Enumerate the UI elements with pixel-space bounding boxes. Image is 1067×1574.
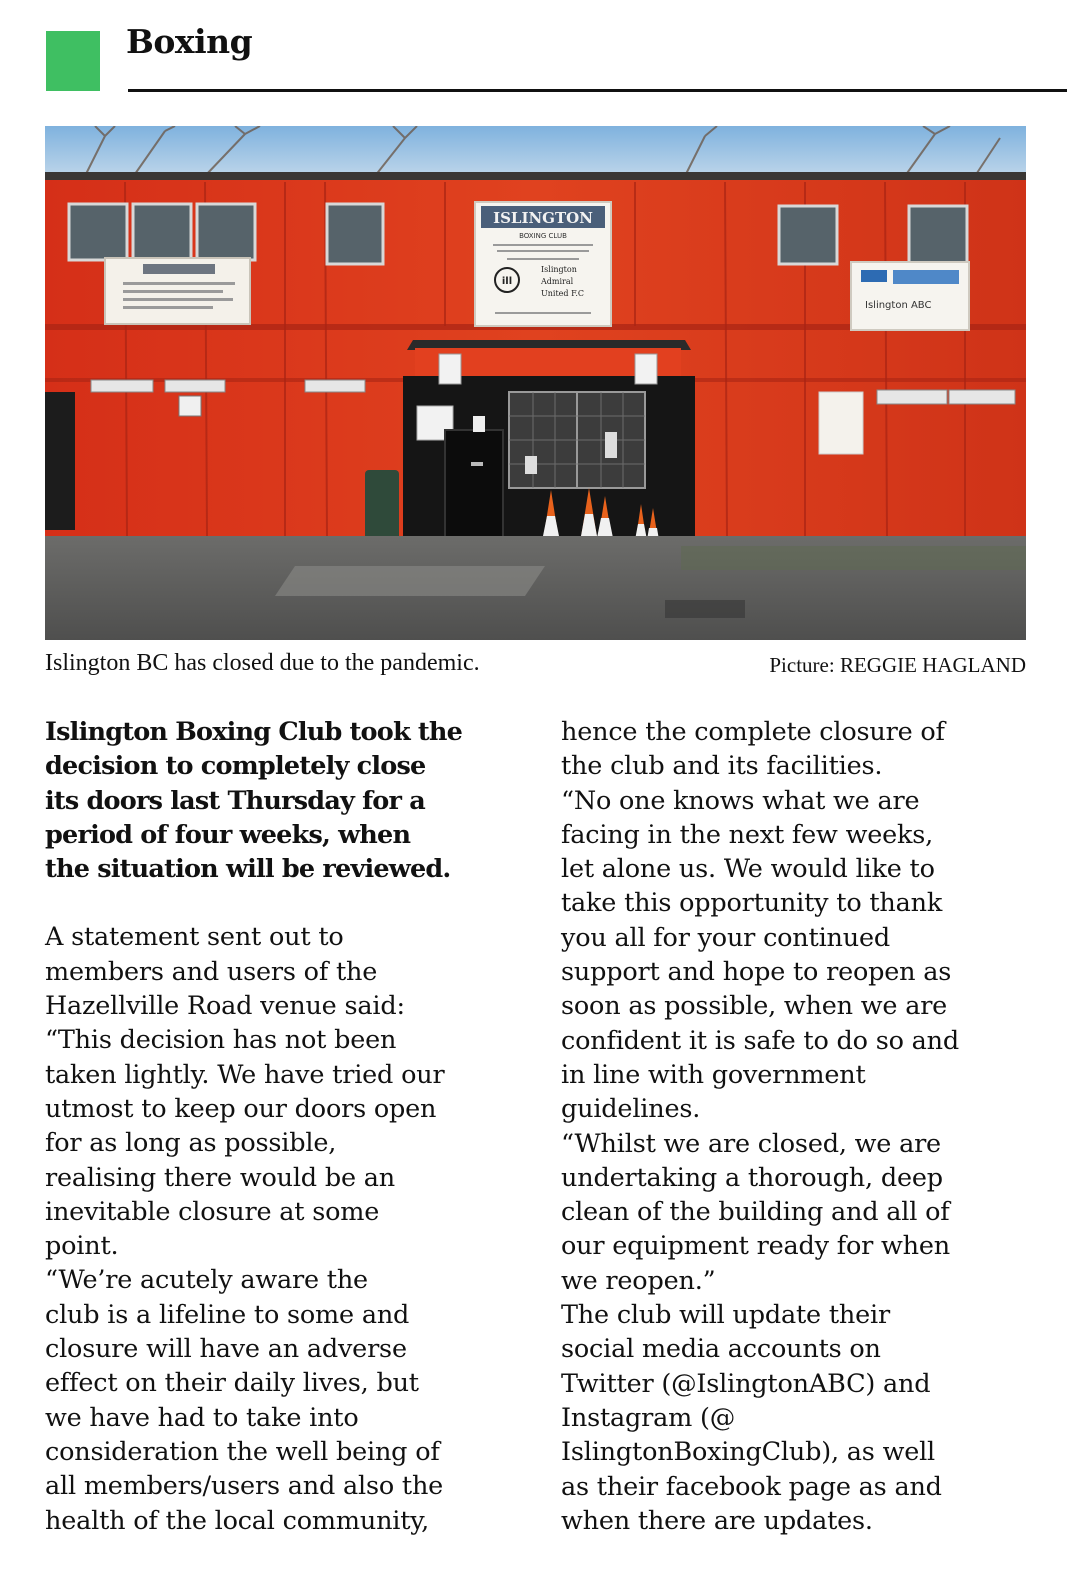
body-line: confident it is safe to do so and bbox=[561, 1025, 960, 1056]
body-line: consideration the well being of bbox=[45, 1436, 440, 1467]
body-line: Instagram (@ bbox=[561, 1402, 736, 1433]
body-line: “No one knows what we are bbox=[561, 785, 920, 816]
body-line: facing in the next few weeks, bbox=[561, 819, 934, 850]
body-text-right bbox=[561, 715, 1031, 1538]
sign-club-line-2: Admiral bbox=[541, 277, 574, 286]
article-column-right bbox=[561, 715, 1031, 1538]
sign-title: ISLINGTON bbox=[493, 209, 593, 227]
body-line: when there are updates. bbox=[561, 1505, 873, 1536]
body-line: take this opportunity to thank bbox=[561, 888, 943, 919]
body-line: hence the complete closure of bbox=[561, 717, 945, 747]
sign-club-line-3: United F.C bbox=[541, 289, 585, 298]
photo-credit: Picture: REGGIE HAGLAND bbox=[769, 653, 1026, 677]
boxing-club-building-illustration bbox=[45, 126, 1026, 640]
body-line: support and hope to reopen as bbox=[561, 957, 952, 988]
body-line: realising there would be an bbox=[45, 1162, 395, 1193]
sign-club-line-1: Islington bbox=[541, 265, 577, 274]
body-line: we reopen.” bbox=[561, 1265, 716, 1296]
article-photo bbox=[45, 126, 1026, 640]
body-line: effect on their daily lives, but bbox=[45, 1368, 419, 1399]
sign-subtitle: BOXING CLUB bbox=[519, 232, 567, 240]
body-line: you all for your continued bbox=[561, 922, 890, 953]
main-club-sign bbox=[475, 202, 611, 326]
body-line: taken lightly. We have tried our bbox=[45, 1059, 445, 1090]
body-line: we have had to take into bbox=[45, 1402, 359, 1433]
body-line: in line with government bbox=[561, 1059, 866, 1090]
body-line: Hazellville Road venue said: bbox=[45, 991, 405, 1022]
body-text-left bbox=[45, 920, 515, 1537]
photo-caption: Islington BC has closed due to the pandemic. bbox=[45, 650, 480, 676]
standfirst-line: decision to completely close bbox=[45, 751, 426, 782]
standfirst-line: its doors last Thursday for a bbox=[45, 785, 425, 816]
body-line: our equipment ready for when bbox=[561, 1231, 951, 1262]
body-line: clean of the building and all of bbox=[561, 1197, 950, 1228]
section-title: Boxing bbox=[126, 22, 253, 61]
standfirst-line: period of four weeks, when bbox=[45, 819, 411, 850]
body-line: all members/users and also the bbox=[45, 1471, 444, 1502]
body-line: Twitter (@IslingtonABC) and bbox=[561, 1368, 931, 1399]
section-rule bbox=[128, 89, 1067, 92]
body-line: club is a lifeline to some and bbox=[45, 1299, 410, 1330]
body-line: “Whilst we are closed, we are bbox=[561, 1128, 941, 1159]
body-line: point. bbox=[45, 1231, 119, 1262]
body-line: social media accounts on bbox=[561, 1334, 881, 1365]
body-line: health of the local community, bbox=[45, 1505, 430, 1536]
body-line: as their facebook page as and bbox=[561, 1471, 942, 1502]
right-banner bbox=[851, 262, 969, 330]
body-line: inevitable closure at some bbox=[45, 1196, 380, 1227]
body-line: closure will have an adverse bbox=[45, 1334, 407, 1365]
standfirst-line: Islington Boxing Club took the bbox=[45, 717, 463, 747]
article-column-left bbox=[45, 715, 515, 1538]
body-line: the club and its facilities. bbox=[561, 751, 883, 782]
standfirst-line: the situation will be reviewed. bbox=[45, 854, 451, 885]
body-line: soon as possible, when we are bbox=[561, 991, 948, 1022]
body-line: undertaking a thorough, deep bbox=[561, 1162, 943, 1193]
body-line: A statement sent out to bbox=[45, 922, 344, 953]
svg-text:ill: ill bbox=[501, 276, 513, 287]
section-marker bbox=[46, 31, 100, 91]
body-line: for as long as possible, bbox=[45, 1128, 337, 1159]
body-line: “This decision has not been bbox=[45, 1025, 397, 1056]
body-line: members and users of the bbox=[45, 956, 378, 987]
body-line: IslingtonBoxingClub), as well bbox=[561, 1437, 936, 1468]
body-line: guidelines. bbox=[561, 1094, 701, 1125]
body-line: “We’re acutely aware the bbox=[45, 1265, 368, 1296]
right-banner-text: Islington ABC bbox=[865, 300, 932, 311]
body-line: utmost to keep our doors open bbox=[45, 1093, 437, 1124]
body-line: let alone us. We would like to bbox=[561, 854, 935, 885]
body-line: The club will update their bbox=[561, 1300, 890, 1331]
standfirst bbox=[45, 715, 515, 886]
